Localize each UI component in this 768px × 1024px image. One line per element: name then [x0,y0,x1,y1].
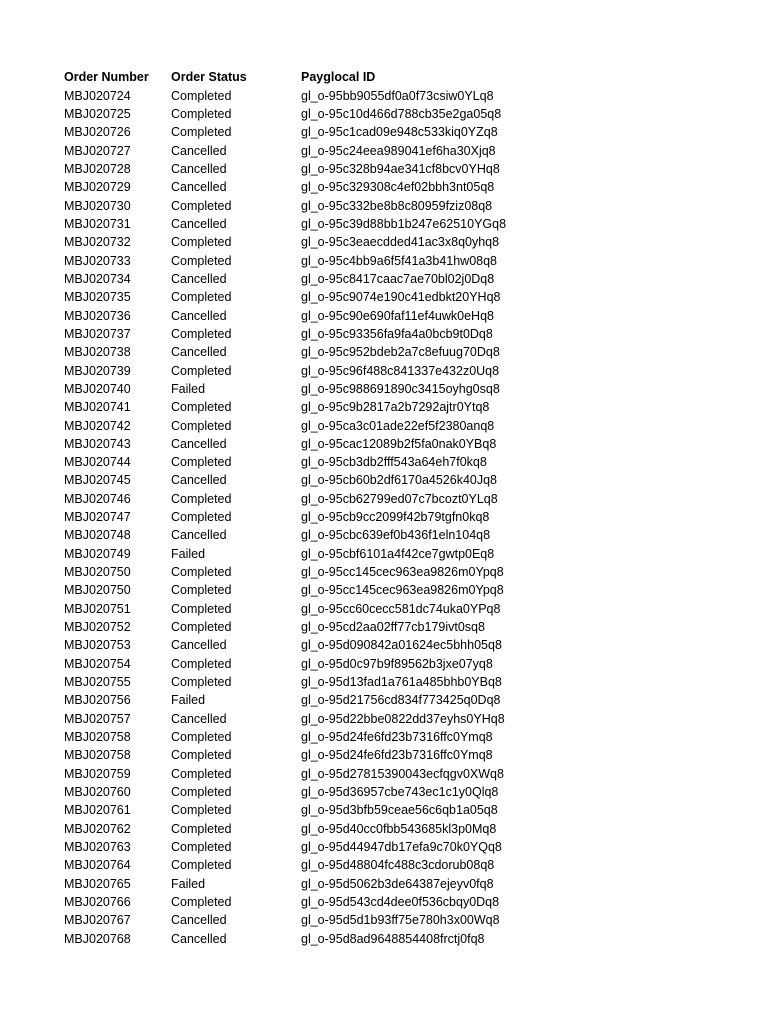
table-row [64,508,601,526]
order-number-cell: MBJ020740 [64,381,131,396]
payglocal-id-cell: gl_o-95d0c97b9f89562b3jxe07yq8 [301,656,493,671]
order-number-cell: MBJ020729 [64,180,131,195]
order-number-cell: MBJ020764 [64,858,131,873]
header-row [64,68,601,87]
order-number-cell: MBJ020739 [64,363,131,378]
order-number-cell: MBJ020731 [64,216,131,231]
order-number-cell: MBJ020735 [64,290,131,305]
table-row [64,471,601,489]
order-status-cell: Completed [171,510,232,525]
order-status-cell: Completed [171,400,232,415]
payglocal-id-cell: gl_o-95c1cad09e948c533kiq0YZq8 [301,125,498,140]
order-status-cell: Failed [171,381,206,396]
table-row [64,453,601,471]
payglocal-id-cell: gl_o-95d543cd4dee0f536cbqy0Dq8 [301,895,500,910]
order-status-cell: Cancelled [171,345,227,360]
orders-sheet [64,68,724,948]
order-status-cell: Completed [171,675,232,690]
payglocal-id-cell: gl_o-95cc60cecc581dc74uka0YPq8 [301,601,501,616]
order-status-cell: Completed [171,748,232,763]
table-row [64,362,601,380]
payglocal-id-cell: gl_o-95c952bdeb2a7c8efuug70Dq8 [301,345,500,360]
table-body [64,87,601,948]
payglocal-id-cell: gl_o-95c90e690faf11ef4uwk0eHq8 [301,308,494,323]
table-row [64,526,601,544]
order-number-cell: MBJ020761 [64,803,131,818]
order-status-cell: Completed [171,106,232,121]
order-status-cell: Completed [171,235,232,250]
order-status-cell: Completed [171,730,232,745]
order-status-cell: Completed [171,766,232,781]
order-status-cell: Completed [171,290,232,305]
order-status-cell: Completed [171,455,232,470]
order-status-cell: Cancelled [171,180,227,195]
table-row [64,801,601,819]
payglocal-id-cell: gl_o-95d24fe6fd23b7316ffc0Ymq8 [301,748,493,763]
order-number-cell: MBJ020742 [64,418,131,433]
order-number-cell: MBJ020732 [64,235,131,250]
order-status-cell: Cancelled [171,271,227,286]
order-status-cell: Cancelled [171,216,227,231]
payglocal-id-cell: gl_o-95d5d1b93ff75e780h3x00Wq8 [301,913,500,928]
payglocal-id-cell: gl_o-95cbf6101a4f42ce7gwtp0Eq8 [301,546,495,561]
payglocal-id-cell: gl_o-95c3eaecdded41ac3x8q0yhq8 [301,235,500,250]
table-row [64,746,601,764]
order-number-cell: MBJ020745 [64,473,131,488]
payglocal-id-cell: gl_o-95ca3c01ade22ef5f2380anq8 [301,418,495,433]
table-row [64,417,601,435]
payglocal-id-cell: gl_o-95cc145cec963ea9826m0Ypq8 [301,583,504,598]
order-number-cell: MBJ020730 [64,198,131,213]
payglocal-id-cell: gl_o-95d22bbe0822dd37eyhs0YHq8 [301,711,505,726]
payglocal-id-cell: gl_o-95d24fe6fd23b7316ffc0Ymq8 [301,730,493,745]
order-status-cell: Cancelled [171,913,227,928]
order-status-cell: Cancelled [171,473,227,488]
order-status-cell: Completed [171,583,232,598]
order-status-cell: Completed [171,895,232,910]
order-number-cell: MBJ020758 [64,748,131,763]
payglocal-id-cell: gl_o-95d5062b3de64387ejeyv0fq8 [301,876,494,891]
table-row [64,710,601,728]
payglocal-id-cell: gl_o-95cac12089b2f5fa0nak0YBq8 [301,436,497,451]
order-number-cell: MBJ020737 [64,326,131,341]
payglocal-id-cell: gl_o-95c9074e190c41edbkt20YHq8 [301,290,501,305]
order-status-cell: Cancelled [171,436,227,451]
table-row [64,123,601,141]
table-row [64,691,601,709]
table-row [64,105,601,123]
table-row [64,600,601,618]
payglocal-id-cell: gl_o-95d8ad9648854408frctj0fq8 [301,931,485,946]
order-status-cell: Completed [171,88,232,103]
table-row [64,178,601,196]
order-status-cell: Cancelled [171,931,227,946]
payglocal-id-cell: gl_o-95c93356fa9fa4a0bcb9t0Dq8 [301,326,493,341]
order-status-cell: Completed [171,326,232,341]
order-number-cell: MBJ020726 [64,125,131,140]
table-row [64,233,601,251]
payglocal-id-cell: gl_o-95d40cc0fbb543685kl3p0Mq8 [301,821,497,836]
order-number-cell: MBJ020746 [64,491,131,506]
order-status-cell: Completed [171,620,232,635]
payglocal-id-cell: gl_o-95cd2aa02ff77cb179ivt0sq8 [301,620,485,635]
payglocal-id-cell: gl_o-95cc145cec963ea9826m0Ypq8 [301,565,504,580]
payglocal-id-cell: gl_o-95bb9055df0a0f73csiw0YLq8 [301,88,494,103]
payglocal-id-cell: gl_o-95d21756cd834f773425q0Dq8 [301,693,501,708]
table-row [64,87,601,105]
table-row [64,930,601,948]
payglocal-id-cell: gl_o-95c10d466d788cb35e2ga05q8 [301,106,502,121]
order-status-cell: Completed [171,125,232,140]
table-row [64,875,601,893]
order-number-cell: MBJ020760 [64,785,131,800]
payglocal-id-cell: gl_o-95cbc639ef0b436f1eln104q8 [301,528,491,543]
order-status-cell: Completed [171,803,232,818]
order-number-cell: MBJ020725 [64,106,131,121]
order-number-cell: MBJ020728 [64,161,131,176]
payglocal-id-cell: gl_o-95c332be8b8c80959fziz08q8 [301,198,493,213]
order-number-cell: MBJ020738 [64,345,131,360]
order-number-cell: MBJ020736 [64,308,131,323]
order-number-cell: MBJ020743 [64,436,131,451]
payglocal-id-cell: gl_o-95c24eea989041ef6ha30Xjq8 [301,143,496,158]
table-row [64,893,601,911]
table-row [64,856,601,874]
table-row [64,160,601,178]
order-number-cell: MBJ020755 [64,675,131,690]
header-payglocal-id: Payglocal ID [301,70,376,84]
table-row [64,673,601,691]
payglocal-id-cell: gl_o-95d44947db17efa9c70k0YQq8 [301,840,502,855]
table-row [64,398,601,416]
table-row [64,545,601,563]
header-order-number: Order Number [64,70,149,84]
order-status-cell: Completed [171,198,232,213]
order-number-cell: MBJ020766 [64,895,131,910]
table-row [64,838,601,856]
order-number-cell: MBJ020724 [64,88,131,103]
table-row [64,636,601,654]
orders-table [64,68,601,948]
payglocal-id-cell: gl_o-95cb3db2fff543a64eh7f0kq8 [301,455,487,470]
table-row [64,142,601,160]
order-number-cell: MBJ020733 [64,253,131,268]
payglocal-id-cell: gl_o-95d27815390043ecfqgv0XWq8 [301,766,504,781]
payglocal-id-cell: gl_o-95c988691890c3415oyhg0sq8 [301,381,500,396]
order-status-cell: Completed [171,858,232,873]
payglocal-id-cell: gl_o-95d090842a01624ec5bhh05q8 [301,638,502,653]
table-row [64,197,601,215]
payglocal-id-cell: gl_o-95cb62799ed07c7bcozt0YLq8 [301,491,498,506]
payglocal-id-cell: gl_o-95d13fad1a761a485bhb0YBq8 [301,675,502,690]
order-number-cell: MBJ020734 [64,271,131,286]
order-status-cell: Cancelled [171,161,227,176]
table-row [64,490,601,508]
order-status-cell: Completed [171,785,232,800]
payglocal-id-cell: gl_o-95cb60b2df6170a4526k40Jq8 [301,473,498,488]
order-number-cell: MBJ020757 [64,711,131,726]
table-row [64,380,601,398]
order-status-cell: Failed [171,546,206,561]
order-status-cell: Completed [171,601,232,616]
order-number-cell: MBJ020754 [64,656,131,671]
payglocal-id-cell: gl_o-95c4bb9a6f5f41a3b41hw08q8 [301,253,498,268]
table-row [64,911,601,929]
table-row [64,563,601,581]
table-row [64,307,601,325]
order-number-cell: MBJ020750 [64,565,131,580]
table-row [64,325,601,343]
order-number-cell: MBJ020767 [64,913,131,928]
order-status-cell: Completed [171,418,232,433]
order-status-cell: Completed [171,491,232,506]
table-row [64,252,601,270]
table-row [64,765,601,783]
order-number-cell: MBJ020768 [64,931,131,946]
order-number-cell: MBJ020747 [64,510,131,525]
table-row [64,215,601,233]
order-number-cell: MBJ020744 [64,455,131,470]
payglocal-id-cell: gl_o-95c328b94ae341cf8bcv0YHq8 [301,161,500,176]
table-row [64,270,601,288]
payglocal-id-cell: gl_o-95c39d88bb1b247e62510YGq8 [301,216,507,231]
payglocal-id-cell: gl_o-95d48804fc488c3cdorub08q8 [301,858,495,873]
order-status-cell: Failed [171,693,206,708]
payglocal-id-cell: gl_o-95d36957cbe743ec1c1y0Qlq8 [301,785,499,800]
order-status-cell: Cancelled [171,308,227,323]
order-number-cell: MBJ020750 [64,583,131,598]
order-number-cell: MBJ020748 [64,528,131,543]
payglocal-id-cell: gl_o-95c9b2817a2b7292ajtr0Ytq8 [301,400,490,415]
payglocal-id-cell: gl_o-95c8417caac7ae70bl02j0Dq8 [301,271,495,286]
order-number-cell: MBJ020756 [64,693,131,708]
table-row [64,343,601,361]
table-row [64,820,601,838]
order-status-cell: Cancelled [171,143,227,158]
order-number-cell: MBJ020762 [64,821,131,836]
order-number-cell: MBJ020758 [64,730,131,745]
header-order-status: Order Status [171,70,247,84]
order-number-cell: MBJ020752 [64,620,131,635]
table-row [64,618,601,636]
table-row [64,655,601,673]
order-status-cell: Completed [171,821,232,836]
payglocal-id-cell: gl_o-95c329308c4ef02bbh3nt05q8 [301,180,495,195]
table-row [64,728,601,746]
order-status-cell: Completed [171,840,232,855]
order-number-cell: MBJ020759 [64,766,131,781]
order-number-cell: MBJ020749 [64,546,131,561]
order-status-cell: Cancelled [171,638,227,653]
order-number-cell: MBJ020751 [64,601,131,616]
order-status-cell: Failed [171,876,206,891]
table-row [64,288,601,306]
payglocal-id-cell: gl_o-95cb9cc2099f42b79tgfn0kq8 [301,510,490,525]
order-status-cell: Completed [171,656,232,671]
order-number-cell: MBJ020763 [64,840,131,855]
order-status-cell: Cancelled [171,528,227,543]
order-status-cell: Completed [171,253,232,268]
order-status-cell: Cancelled [171,711,227,726]
order-status-cell: Completed [171,363,232,378]
table-row [64,581,601,599]
order-number-cell: MBJ020753 [64,638,131,653]
payglocal-id-cell: gl_o-95d3bfb59ceae56c6qb1a05q8 [301,803,498,818]
order-number-cell: MBJ020765 [64,876,131,891]
order-status-cell: Completed [171,565,232,580]
order-number-cell: MBJ020741 [64,400,131,415]
table-row [64,435,601,453]
order-number-cell: MBJ020727 [64,143,131,158]
table-row [64,783,601,801]
payglocal-id-cell: gl_o-95c96f488c841337e432z0Uq8 [301,363,500,378]
